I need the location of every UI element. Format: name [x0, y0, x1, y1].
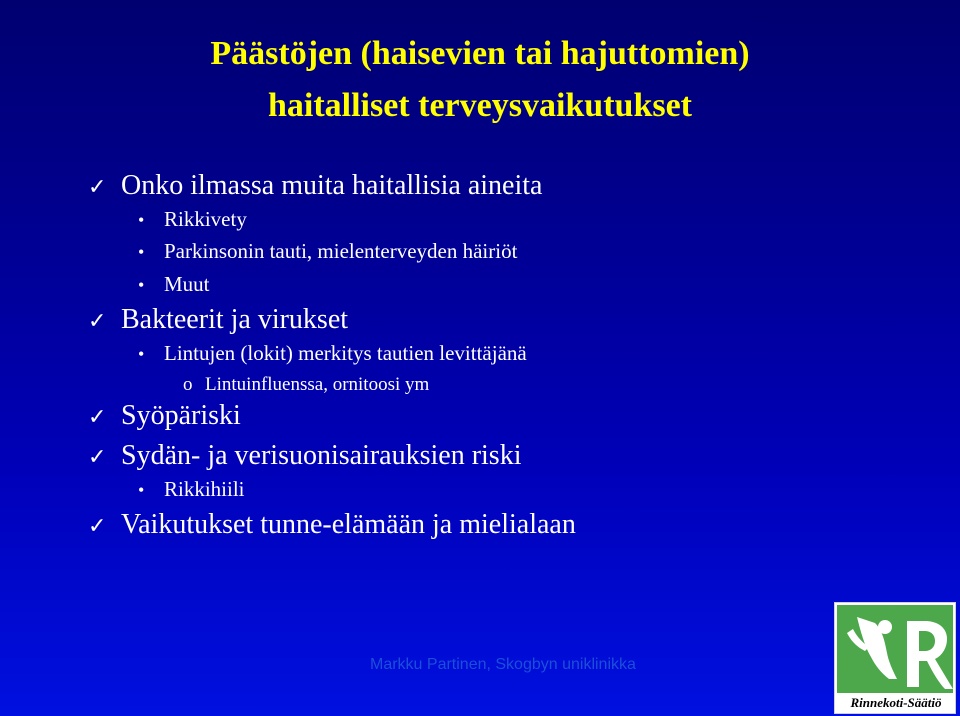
checkmark-icon: ✓: [88, 405, 107, 430]
circle-bullet-icon: o: [183, 374, 193, 395]
bullet-dot-icon: •: [138, 210, 145, 230]
checkmark-icon: ✓: [88, 445, 107, 470]
bullet-text: Syöpäriski: [121, 400, 241, 431]
bullet-item: [88, 400, 241, 432]
sub-bullet-item: [138, 272, 210, 297]
checkmark-icon: ✓: [88, 175, 107, 200]
bullet-text: Lintuinfluenssa, ornitoosi ym: [205, 374, 430, 395]
rinnekoti-logo: [834, 602, 956, 714]
title-line-1: Päästöjen (haisevien tai hajuttomien): [210, 35, 750, 72]
bullet-dot-icon: •: [138, 242, 145, 262]
checkmark-icon: ✓: [88, 514, 107, 539]
bullet-item: [88, 509, 576, 541]
bullet-text: Rikkivety: [164, 207, 247, 231]
sub-bullet-item: [138, 239, 517, 264]
bullet-text: Onko ilmassa muita haitallisia aineita: [121, 170, 543, 201]
bullet-text: Lintujen (lokit) merkitys tautien levittäjänä: [164, 341, 527, 365]
bullet-dot-icon: •: [138, 480, 145, 500]
slide-title: [0, 28, 960, 132]
bullet-item: [88, 170, 542, 202]
bullet-text: Bakteerit ja virukset: [121, 304, 349, 335]
footer-text: Markku Partinen, Skogbyn uniklinikka: [370, 656, 636, 673]
bullet-item: [88, 304, 348, 336]
bullet-text: Parkinsonin tauti, mielenterveyden häiriöt: [164, 239, 518, 263]
sub-sub-bullet-item: [183, 374, 429, 396]
bullet-text: Rikkihiili: [164, 477, 245, 501]
bullet-dot-icon: •: [138, 275, 145, 295]
bullet-text: Sydän- ja verisuonisairauksien riski: [121, 440, 522, 471]
bullet-item: [88, 440, 521, 472]
sub-bullet-item: [138, 477, 245, 502]
sub-bullet-item: [138, 341, 527, 366]
bullet-dot-icon: •: [138, 344, 145, 364]
sub-bullet-item: [138, 207, 247, 232]
checkmark-icon: ✓: [88, 309, 107, 334]
title-line-2: haitalliset terveysvaikutukset: [267, 87, 693, 124]
logo-text: Rinnekoti-Säätiö: [850, 695, 942, 710]
bullet-text: Vaikutukset tunne-elämään ja mielialaan: [121, 509, 576, 540]
bullet-text: Muut: [164, 272, 210, 296]
